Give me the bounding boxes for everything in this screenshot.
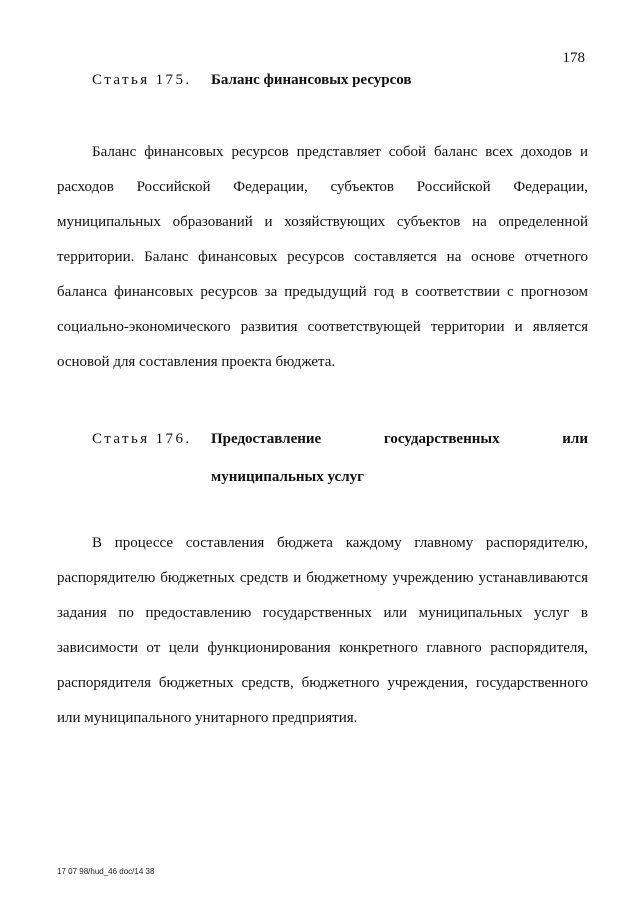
article-175-title: Баланс финансовых ресурсов — [211, 72, 412, 88]
article-175-label: Статья 175. — [92, 72, 192, 88]
article-176-title — [211, 420, 588, 496]
article-175-body: Баланс финансовых ресурсов представляет собой баланс всех доходов и расходов Российской Федерации, субъектов Российской Федерации, муниципальных образований и хозяйствующих субъектов на определенной территории. Баланс финансовых ресурсов составляется на основе отчетного баланса финансовых ресурсов за предыдущий год в соответствии с прогнозом социально-экономического развития соответствующей территории и является основой для составления проекта бюджета. — [57, 144, 588, 370]
article-176-title-line1: Предоставление государственных или — [211, 431, 588, 447]
footer-file-code: 17 07 98/hud_46 doc/14 38 — [57, 867, 155, 876]
article-176-title-line2: муниципальных услуг — [211, 469, 364, 485]
page-number: 178 — [562, 50, 585, 66]
article-176-label: Статья 176. — [92, 431, 192, 447]
article-176-body: В процессе составления бюджета каждому главному распорядителю, распорядителю бюджетных средств и бюджетному учреждению устанавливаются задания по предоставлению государственных или муниципальных услуг в зависимости от цели функционирования конкретного главного распорядителя, распорядителя бюджетных средств, бюджетного учреждения, государственного или муниципального унитарного предприятия. — [57, 535, 588, 726]
